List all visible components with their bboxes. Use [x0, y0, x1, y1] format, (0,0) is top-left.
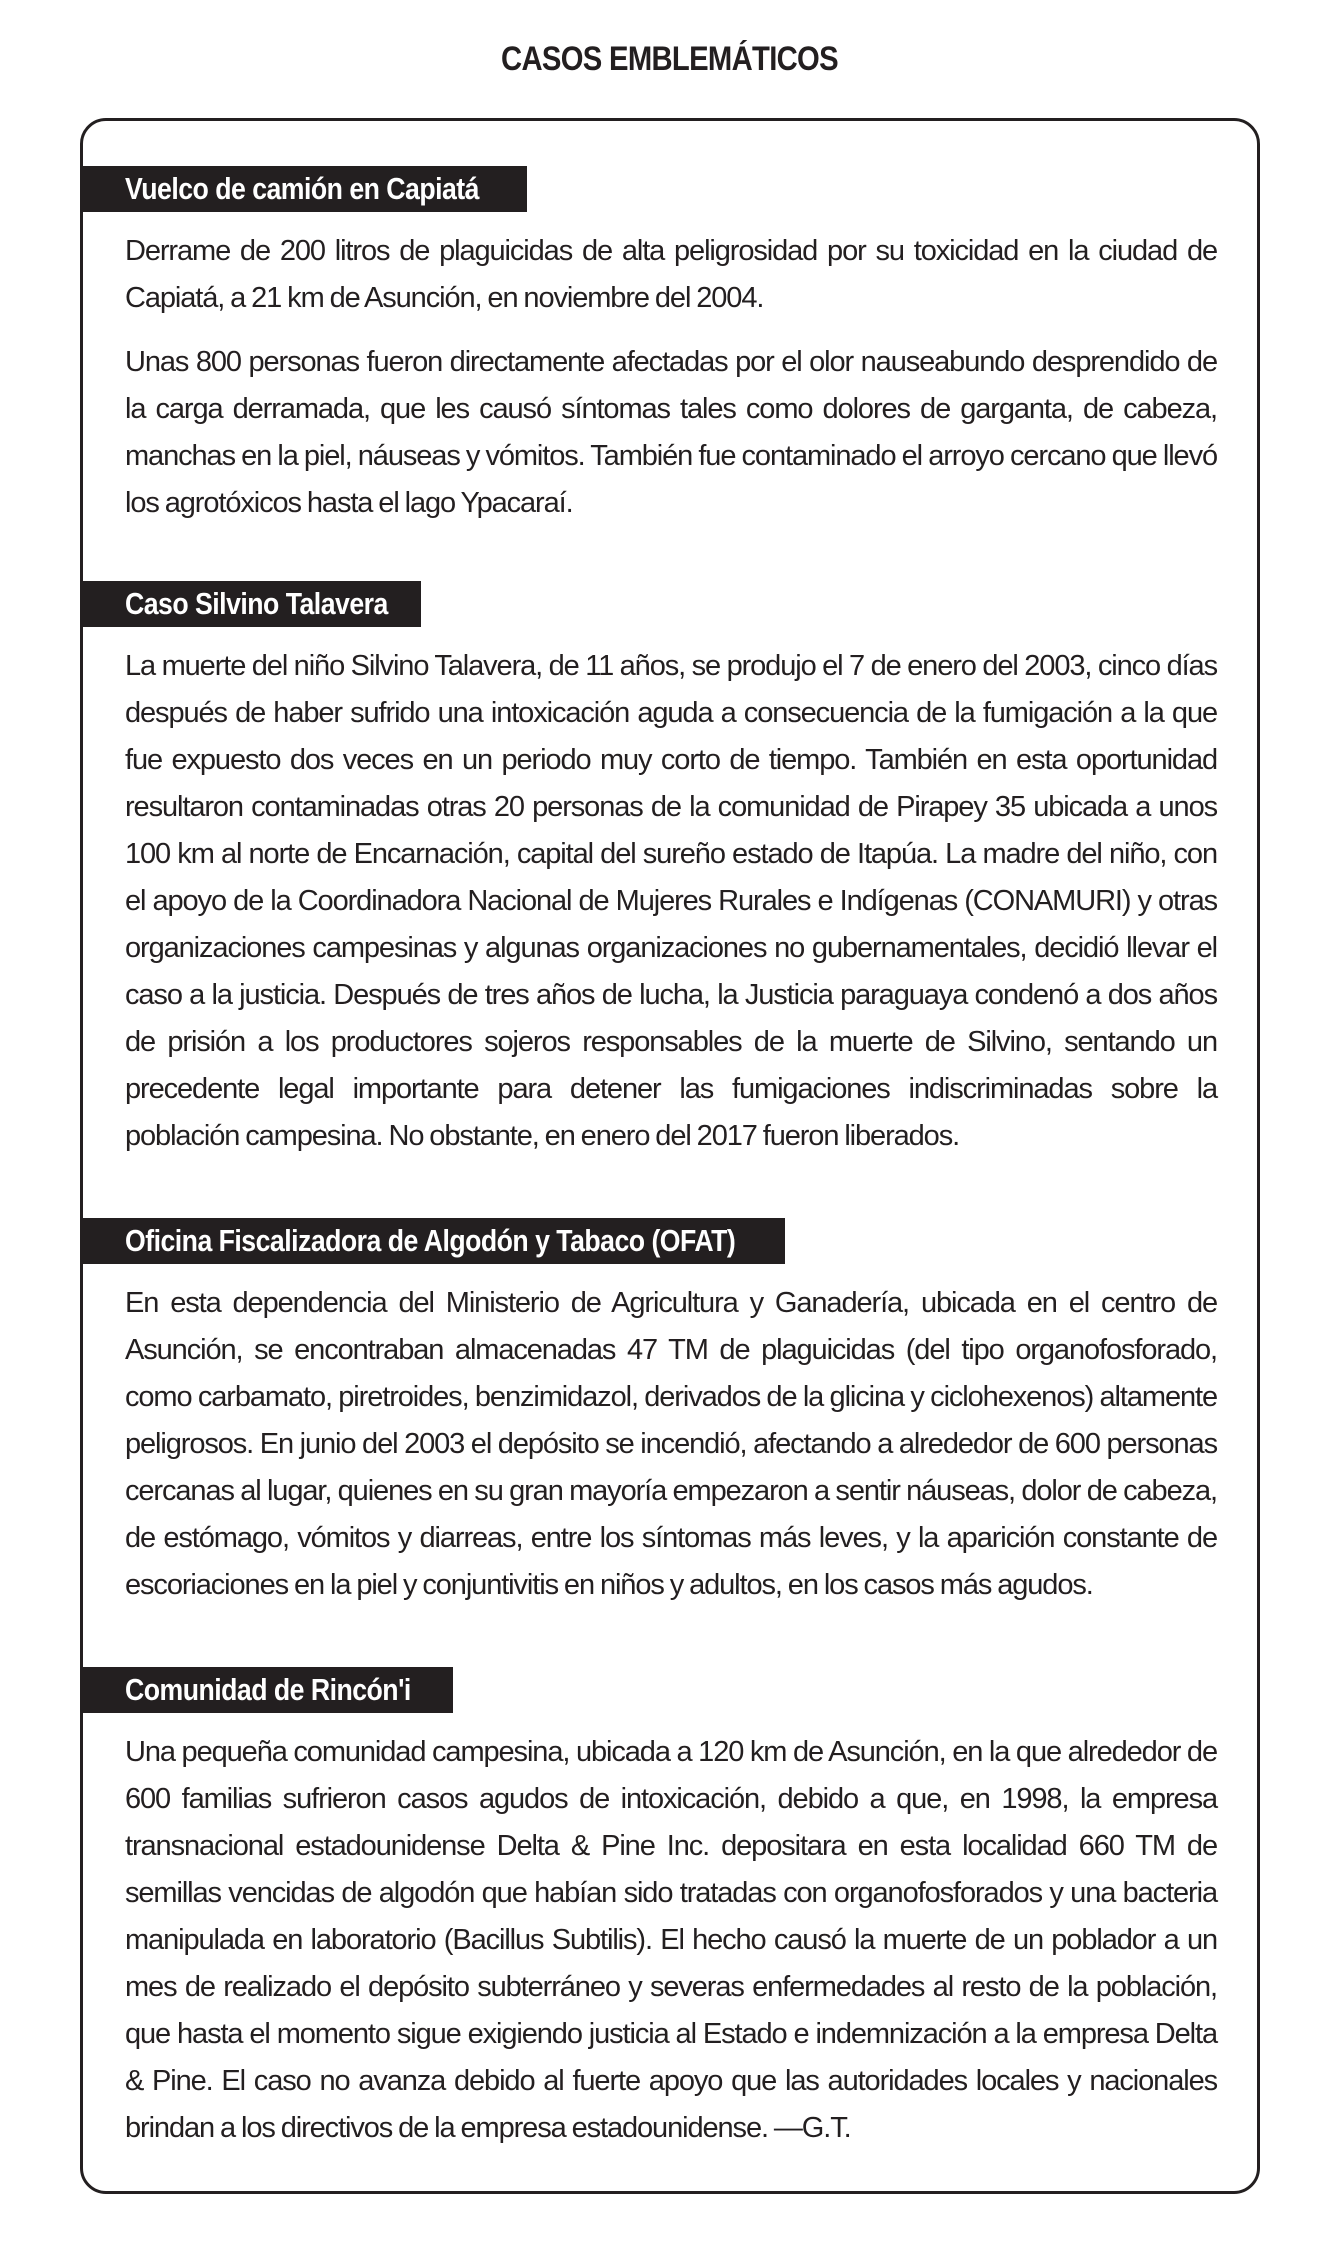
paragraph: Derrame de 200 litros de plaguicidas de alta peligrosidad por su toxicidad en la ciudad de Capiatá, a 21 km de Asunción, en noviembre del 2004.: [125, 235, 1217, 314]
section-heading-text: Comunidad de Rincón'i: [125, 1672, 411, 1707]
section-heading-text: Oficina Fiscalizadora de Algodón y Tabaco (OFAT): [125, 1223, 736, 1258]
paragraph: La muerte del niño Silvino Talavera, de 11 años, se produjo el 7 de enero del 2003, cinco días después de haber sufrido una intoxicación aguda a consecuencia de la fumigación a la que fue expuesto dos veces en un periodo muy corto de tiempo. También en esta oportunidad resultaron contaminadas otras 20 personas de la comunidad de Pirapey 35 ubicada a unos 100 km al norte de Encarnación, capital del sureño estado de Itapúa. La madre del niño, con el apoyo de la Coordinadora Nacional de Mujeres Rurales e Indígenas (CONAMURI) y otras organizaciones campesinas y algunas organizaciones no gubernamentales, decidió llevar el caso a la justicia. Después de tres años de lucha, la Justicia paraguaya condenó a dos años de prisión a los productores sojeros responsables de la muerte de Silvino, sentando un precedente legal importante para detener las fumigaciones indiscriminadas sobre la población campesina. No obstante, en enero del 2017 fueron liberados.: [125, 650, 1217, 1152]
section-heading-capiata: [83, 166, 527, 212]
section-heading-ofat: [83, 1218, 785, 1264]
section-heading-rinconi: [83, 1667, 453, 1713]
paragraph: En esta dependencia del Ministerio de Agricultura y Ganadería, ubicada en el centro de Asunción, se encontraban almacenadas 47 TM de plaguicidas (del tipo organofosforado, como carbamato, piretroides, benzimidazol, derivados de la glicina y ciclohexenos) altamente peligrosos. En junio del 2003 el depósito se incendió, afectando a alrededor de 600 personas cercanas al lugar, quienes en su gran mayoría empezaron a sentir náuseas, dolor de cabeza, de estómago, vómitos y diarreas, entre los síntomas más leves, y la aparición constante de escoriaciones en la piel y conjuntivitis en niños y adultos, en los casos más agudos.: [125, 1287, 1217, 1601]
paragraph: Una pequeña comunidad campesina, ubicada a 120 km de Asunción, en la que alrededor de 600 familias sufrieron casos agudos de intoxicación, debido a que, en 1998, la empresa transnacional estadounidense Delta & Pine Inc. depositara en esta localidad 660 TM de semillas vencidas de algodón que habían sido tratadas con organofosforados y una bacteria manipulada en laboratorio (Bacillus Subtilis). El hecho causó la muerte de un poblador a un mes de realizado el depósito subterráneo y severas enfermedades al resto de la población, que hasta el momento sigue exigiendo justicia al Estado e indemnización a la empresa Delta & Pine. El caso no avanza debido al fuerte apoyo que las autoridades locales y nacionales brindan a los directivos de la empresa estadounidense. —G.T.: [125, 1736, 1217, 2144]
cases-box: [80, 118, 1260, 2194]
section-heading-text: Caso Silvino Talavera: [125, 586, 388, 621]
section-heading-silvino-talavera: [83, 581, 421, 627]
page-title: CASOS EMBLEMÁTICOS: [501, 40, 838, 78]
paragraph: Unas 800 personas fueron directamente afectadas por el olor nauseabundo desprendido de la carga derramada, que les causó síntomas tales como dolores de garganta, de cabeza, manchas en la piel, náuseas y vómitos. También fue contaminado el arroyo cercano que llevó los agrotóxicos hasta el lago Ypacaraí.: [125, 346, 1217, 519]
section-heading-text: Vuelco de camión en Capiatá: [125, 171, 479, 206]
